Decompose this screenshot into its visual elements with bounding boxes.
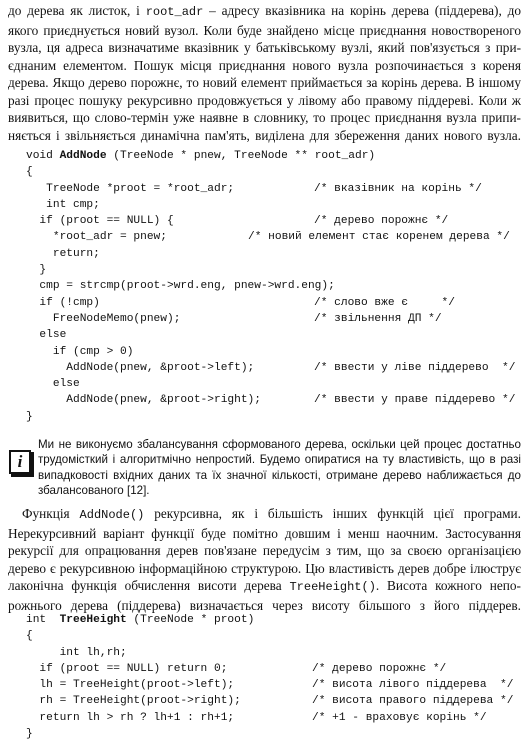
- code-text: return;: [26, 247, 100, 260]
- code-text: *root_adr = pnew;: [26, 231, 167, 244]
- code-text: AddNode(pnew, &proot->right);: [26, 394, 261, 407]
- code-comment: /* +1 - враховує корінь */: [312, 711, 487, 724]
- code-line: [0, 278, 529, 294]
- function-name: AddNode: [59, 150, 107, 162]
- code-text: void AddNode (TreeNode * pnew, TreeNode ** root_adr): [26, 150, 376, 162]
- text-line: до дерева як листок, і root_adr – адресу вказівника на корінь дерева (піддерева), до: [8, 3, 522, 19]
- code-line: [0, 164, 529, 180]
- note-line: збалансованого [12].: [38, 484, 150, 498]
- code-line: [0, 229, 529, 245]
- code-comment: /* звільнення ДП */: [314, 312, 442, 325]
- text-line: якого приєднується новий вузол. Коли буде знайдено місце приєднання новоствореного: [8, 22, 521, 38]
- code-line: [0, 661, 529, 677]
- code-line: [0, 409, 529, 425]
- text-line: Нерекурсивний варіант функції буде помітно довшим і менш наочним. Застосування: [8, 525, 521, 541]
- code-line: [0, 693, 529, 709]
- code-comment: /* висота правого піддерева */: [312, 695, 514, 708]
- paragraph-recursion: [8, 505, 521, 614]
- note-box: [38, 437, 521, 499]
- text-line: дерево є рекурсивною інформаційною структурою. Цю властивість дерев добре ілюструє: [8, 560, 521, 576]
- note-line: Ми не виконуємо збалансування сформованого дерева, оскільки цей процес достатньо: [38, 438, 521, 451]
- code-text: int cmp;: [26, 198, 100, 211]
- code-text: }: [26, 264, 47, 277]
- code-comment: /* новий елемент стає коренем дерева */: [248, 231, 510, 244]
- code-text: else: [26, 378, 80, 391]
- text-line: виявиться, що слово-термін уже наявне в словнику, то процес приєднання вузла припи-: [8, 110, 521, 125]
- code-line: [0, 645, 529, 661]
- function-name: TreeHeight: [59, 614, 127, 626]
- code-block-add-node: [0, 148, 529, 425]
- code-line: [0, 726, 529, 742]
- code-comment: /* ввести у праве піддерево */: [314, 394, 516, 407]
- code-line: [0, 612, 529, 628]
- code-line: [0, 197, 529, 213]
- code-line: [0, 148, 529, 164]
- code-line: [0, 327, 529, 343]
- text-line: дерева. Якщо дерево порожнє, то новий елемент приймається за корінь дерева. В іншому: [8, 75, 521, 90]
- code-line: [0, 628, 529, 644]
- code-text: {: [26, 630, 33, 643]
- code-block-tree-height: [0, 612, 529, 742]
- code-line: [0, 677, 529, 693]
- code-text: TreeNode *proot = *root_adr;: [26, 182, 235, 195]
- code-text: AddNode(pnew, &proot->left);: [26, 361, 255, 374]
- info-icon: i: [9, 450, 31, 474]
- paragraph-add-node-description: [8, 2, 521, 144]
- code-comment: /* вказівник на корінь */: [314, 182, 482, 195]
- code-text: FreeNodeMemo(pnew);: [26, 312, 181, 325]
- code-comment: /* дерево порожнє */: [312, 662, 447, 675]
- text-line: рожнього дерева (піддерева) визначається через висоту більшого з його піддерев.: [8, 597, 521, 613]
- text-line: разі процес пошуку рекурсивно продовжується у лівому або правому піддереві. Коли ж: [8, 92, 521, 108]
- code-comment: /* дерево порожнє */: [314, 215, 449, 228]
- note-line: трудомісткий і алгоритмічно непростий. Будемо опиратися на ту властивість, що в разі: [38, 453, 521, 467]
- text-line: єднаним елементом. Пошук місця приєднання нового вузла розпочинається з кореня: [8, 57, 521, 73]
- code-line: [0, 295, 529, 311]
- code-line: [0, 181, 529, 197]
- code-line: [0, 311, 529, 327]
- code-text: return lh > rh ? lh+1 : rh+1;: [26, 711, 235, 724]
- code-line: [0, 392, 529, 408]
- code-line: [0, 710, 529, 726]
- text-line: вузла, ця адреса визначатиме вказівник у батьківському вузлі, який пов'язується з при-: [8, 40, 521, 55]
- code-line: [0, 262, 529, 278]
- code-line: [0, 360, 529, 376]
- code-text: if (!cmp): [26, 296, 100, 309]
- code-text: }: [26, 410, 33, 423]
- code-text: }: [26, 728, 33, 741]
- code-text: if (proot == NULL) {: [26, 215, 174, 228]
- code-text: cmp = strcmp(proot->wrd.eng, pnew->wrd.eng);: [26, 280, 335, 293]
- code-text: lh = TreeHeight(proot->left);: [26, 679, 235, 692]
- code-text: rh = TreeHeight(proot->right);: [26, 695, 241, 708]
- code-text: else: [26, 329, 67, 342]
- code-text: int lh,rh;: [26, 646, 127, 659]
- code-comment: /* слово вже є */: [314, 296, 455, 309]
- code-text: {: [26, 166, 33, 179]
- text-line: няється і звільняється динамічна пам'ять, виділена для збереження даних нового вузла.: [8, 127, 521, 143]
- code-comment: /* висота лівого піддерева */: [312, 679, 514, 692]
- code-line: [0, 213, 529, 229]
- text-line: рекурсії для опрацювання дерев пов'язане передусім з тим, що за своєю організацією: [8, 543, 521, 558]
- code-line: [0, 344, 529, 360]
- code-text: if (proot == NULL) return 0;: [26, 662, 228, 675]
- code-line: [0, 376, 529, 392]
- note-line: випадковості вхідних даних та їх значної кількості, отримане дерево наближається до: [38, 468, 521, 482]
- code-text: if (cmp > 0): [26, 345, 134, 358]
- code-text: int TreeHeight (TreeNode * proot): [26, 614, 255, 626]
- text-line: лаконічна функція обчислення висоти дерева TreeHeight(). Висота кожного непо-: [8, 578, 521, 594]
- code-comment: /* ввести у ліве піддерево */: [314, 361, 516, 374]
- text-line: Функція AddNode() рекурсивна, як і більшість інших функцій цієї програми.: [22, 506, 521, 522]
- code-line: [0, 246, 529, 262]
